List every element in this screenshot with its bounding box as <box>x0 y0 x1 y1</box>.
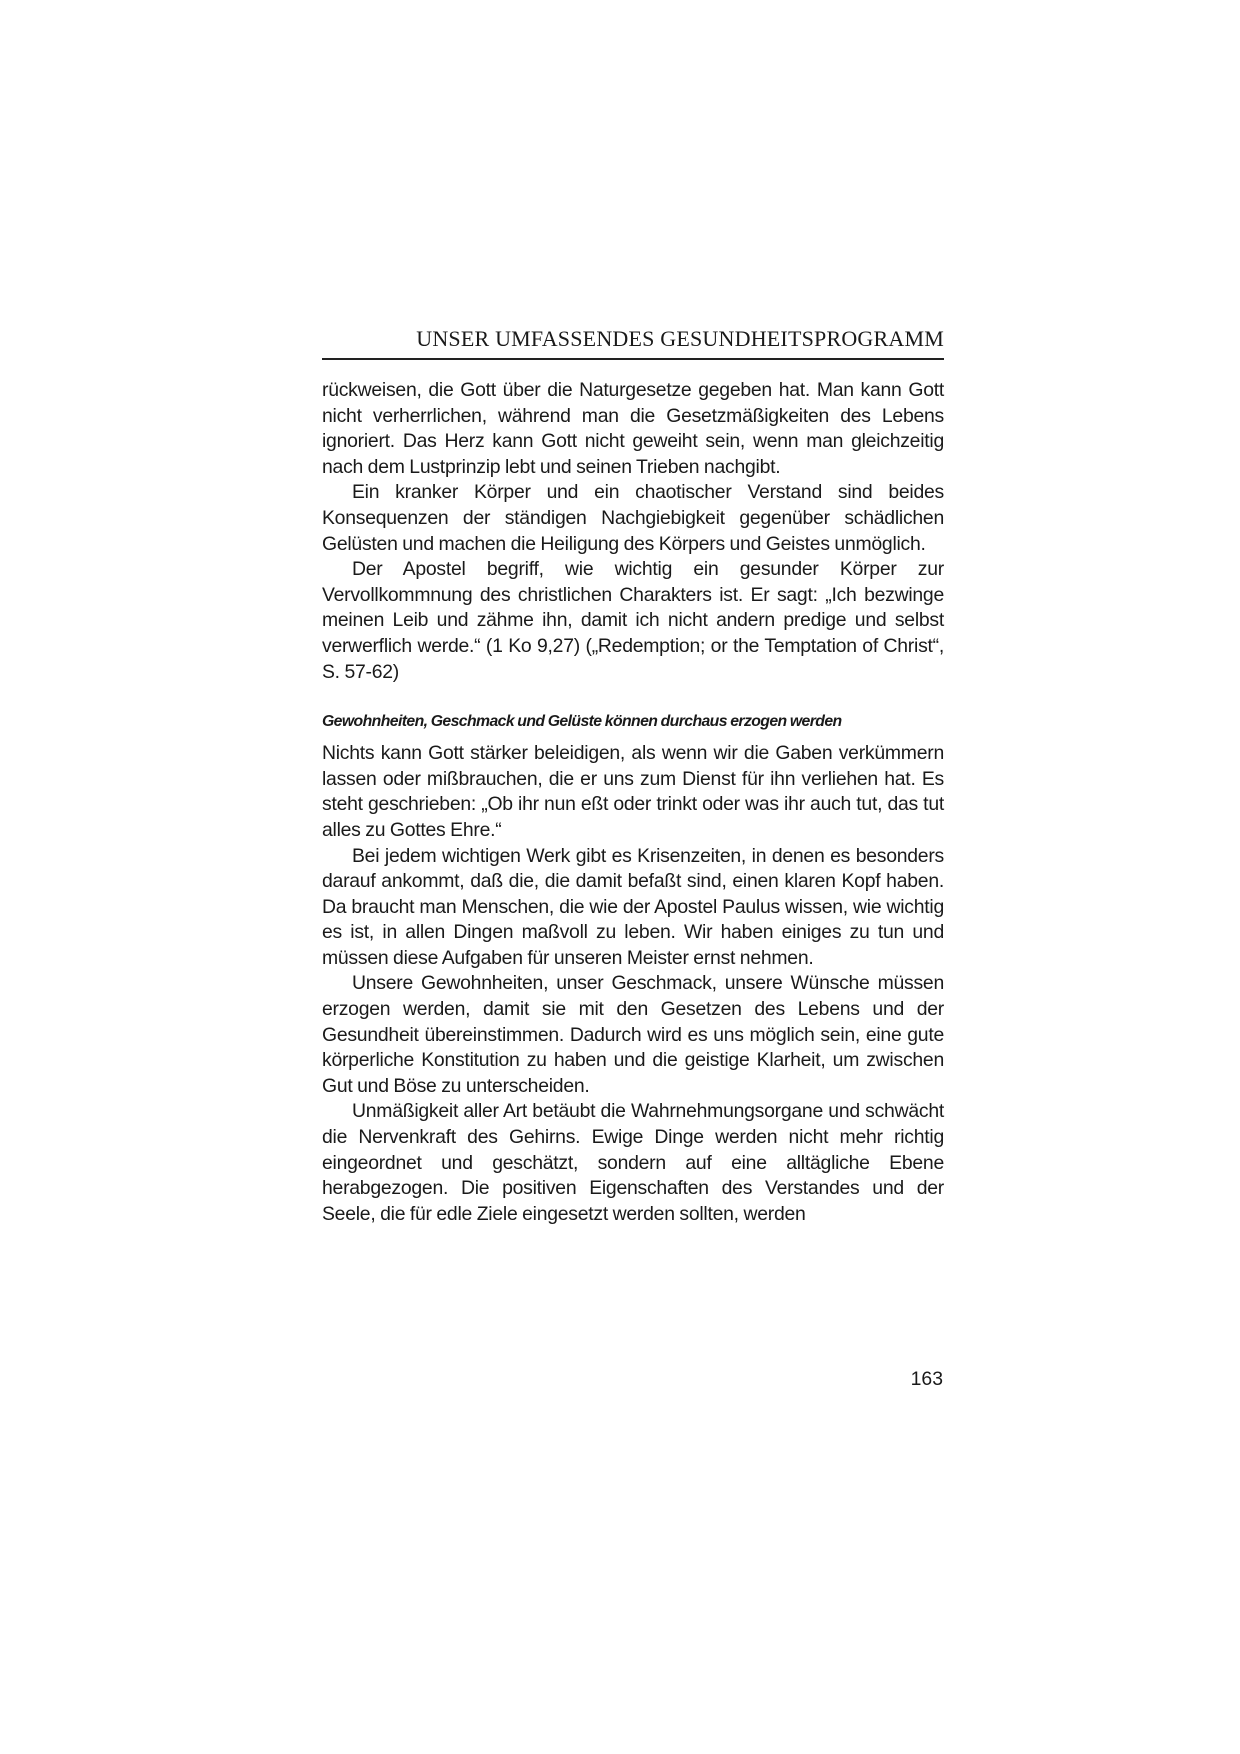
body-paragraph: Ein kranker Körper und ein chaotischer Verstand sind beides Konsequenzen der ständigen Nachgiebigkeit gegenüber schädlichen Gelüsten und machen die Heiligung des Körpers und Geistes unmöglich. <box>322 481 944 555</box>
body-paragraph: rückweisen, die Gott über die Naturgesetze gegeben hat. Man kann Gott nicht verherrlichen, während man die Gesetzmäßigkeiten des Lebens ignoriert. Das Herz kann Gott nicht geweiht sein, wenn man gleichzeitig nach dem Lustprinzip lebt und seinen Trieben nachgibt. <box>322 379 944 478</box>
body-paragraph: Unsere Gewohnheiten, unser Geschmack, unsere Wünsche müssen erzogen werden, damit sie mit den Gesetzen des Lebens und der Gesundheit übereinstimmen. Dadurch wird es uns möglich sein, eine gute körperliche Konstitution zu haben und die geistige Klarheit, um zwischen Gut und Böse zu unterscheiden. <box>322 972 944 1097</box>
body-paragraph: Der Apostel begriff, wie wichtig ein gesunder Körper zur Vervollkommnung des christlichen Charakters ist. Er sagt: „Ich bezwinge meinen Leib und zähme ihn, damit ich nicht andern predige und selbst verwerflich werde.“ (1 Ko 9,27) („Redemption; or the Temptation of Christ“, S. 57-62) <box>322 558 944 683</box>
body-paragraph: Bei jedem wichtigen Werk gibt es Krisenzeiten, in denen es besonders darauf ankommt, daß die, die damit befaßt sind, einen klaren Kopf haben. Da braucht man Menschen, die wie der Apostel Paulus wissen, wie wichtig es ist, in allen Dingen maßvoll zu leben. Wir haben einiges zu tun und müssen diese Aufgaben für unseren Meister ernst nehmen. <box>322 844 944 969</box>
running-title: UNSER UMFASSENDES GESUNDHEITSPROGRAMM <box>416 326 944 351</box>
body-paragraph: Nichts kann Gott stärker beleidigen, als wenn wir die Gaben verkümmern lassen oder mißbrauchen, die er uns zum Dienst für ihn verliehen hat. Es steht geschrieben: „Ob ihr nun eßt oder trinkt oder was ihr auch tut, das tut alles zu Gottes Ehre.“ <box>322 742 944 841</box>
section-heading: Gewohnheiten, Geschmack und Gelüste können durchaus erzogen werden <box>322 713 842 731</box>
body-paragraph: Unmäßigkeit aller Art betäubt die Wahrnehmungsorgane und schwächt die Nervenkraft des Gehirns. Ewige Dinge werden nicht mehr richtig eingeordnet und geschätzt, sondern auf eine alltägliche Ebene herabgezogen. Die positiven Eigenschaften des Verstandes und der Seele, die für edle Ziele eingesetzt werden sollten, werden <box>322 1100 944 1225</box>
page-header <box>322 322 944 360</box>
page-body <box>322 378 944 1227</box>
page-number: 163 <box>910 1368 943 1390</box>
